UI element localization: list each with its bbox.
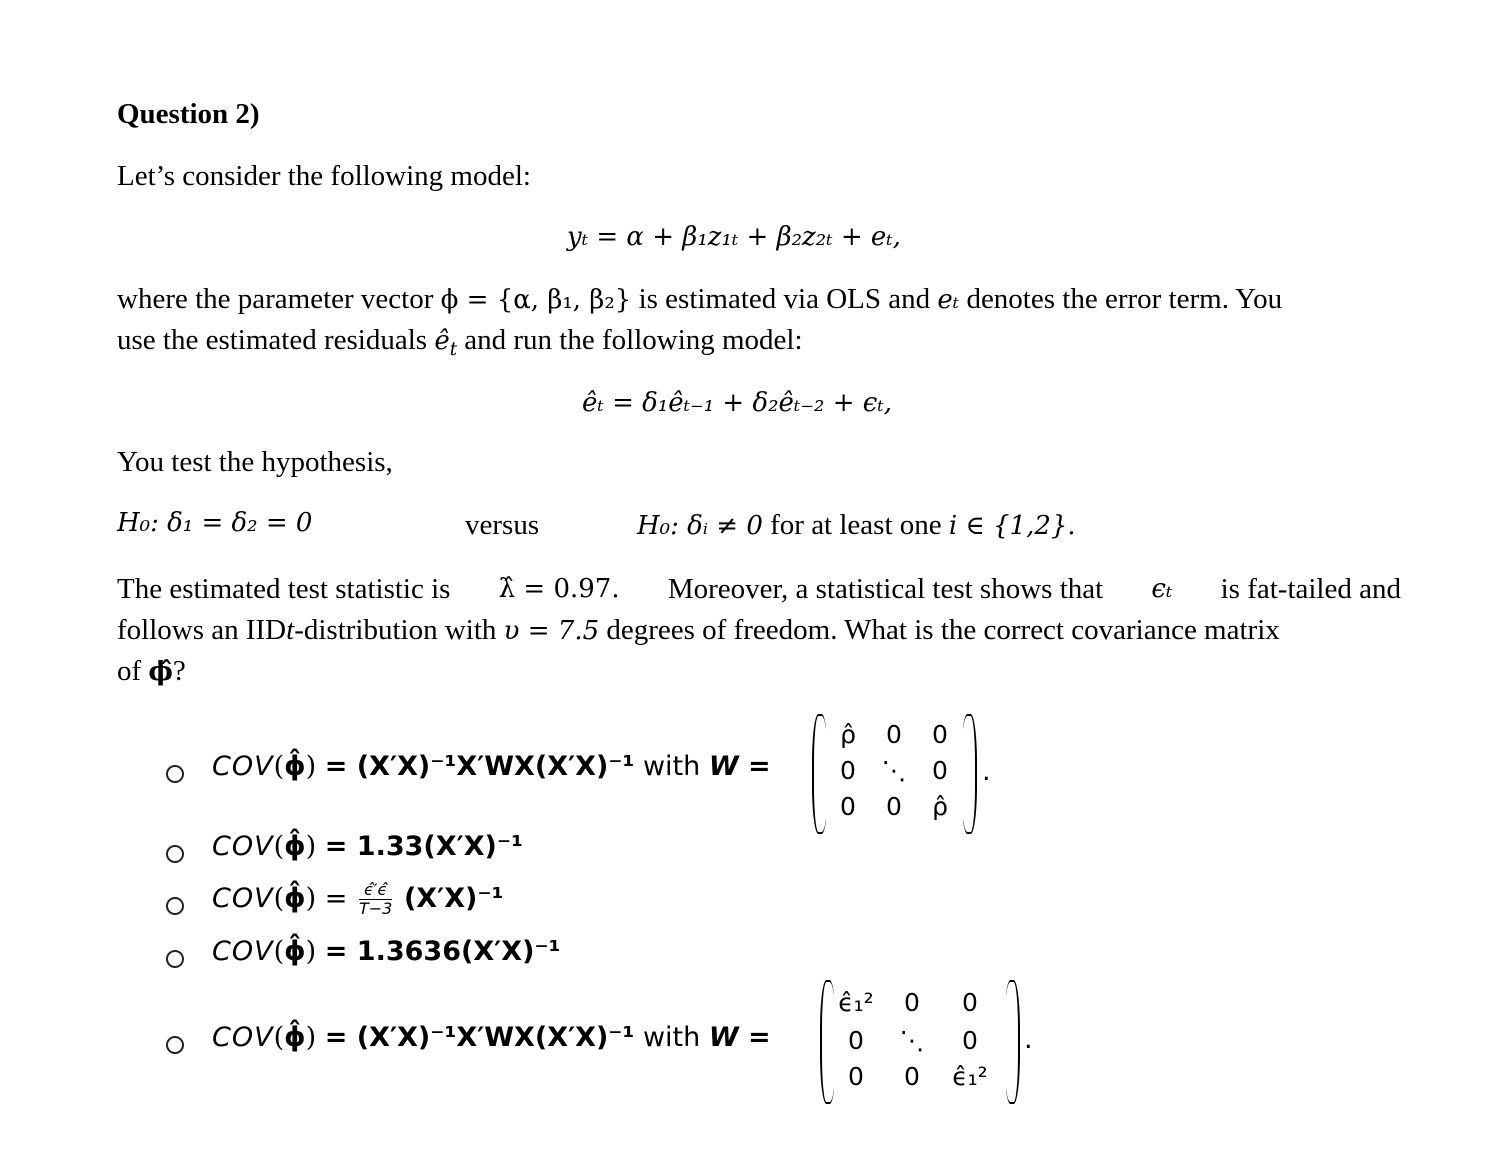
matrix-cell: ϵ̂₁² [838, 988, 874, 1017]
stat-line-3: of ϕ̂? [117, 655, 186, 687]
hypothesis-intro: You test the hypothesis, [117, 446, 393, 478]
option-3-radio[interactable] [166, 897, 184, 915]
stat-line-1: The estimated test statistic is λ̂ = 0.97. Moreover, a statistical test shows that ϵₜ is fat-tailed and [117, 573, 1401, 605]
matrix-cell: 0 [962, 1026, 978, 1055]
option-1-radio[interactable] [166, 765, 184, 783]
matrix-cell: 0 [932, 756, 948, 785]
matrix-cell: 0 [886, 720, 902, 749]
matrix-cell: ⋱ [881, 756, 907, 785]
matrix-cell: 0 [904, 1062, 920, 1091]
para1-mid: is estimated via OLS and [638, 283, 931, 315]
question-title: Question 2) [117, 98, 260, 130]
alternative-hypothesis: H₀: δᵢ ≠ 0 for at least one i ∈ {1,2}. [637, 509, 1076, 541]
para2-pre: use the estimated residuals [117, 324, 428, 356]
paragraph-2 [117, 322, 803, 359]
residual-symbol: $ê_t$ [434, 326, 458, 361]
option-5-radio[interactable] [166, 1036, 184, 1054]
matrix-cell: 0 [962, 988, 978, 1017]
para2-post: and run the following model: [464, 324, 803, 356]
null-hypothesis: H₀: δ₁ = δ₂ = 0 [117, 508, 313, 538]
intro-text: Let’s consider the following model: [117, 160, 531, 192]
matrix-cell: 0 [886, 792, 902, 821]
matrix-cell: 0 [932, 720, 948, 749]
error-term-symbol: eₜ [937, 285, 960, 315]
option-1-matrix [812, 714, 977, 832]
parameter-vector: ϕ = {α, β₁, β₂} [440, 285, 632, 315]
option-1-formula: COV(ϕ̂) = (X′X)⁻¹X′WX(X′X)⁻¹ with W = [212, 751, 771, 782]
para1-pre: where the parameter vector [117, 283, 434, 315]
matrix-cell: 0 [848, 1062, 864, 1091]
option-3-fraction: $\frac{\epsilon̂'\epsilon̂}{T-3}$ [359, 880, 393, 918]
option-4-radio[interactable] [166, 950, 184, 968]
option-1-period: . [982, 756, 991, 787]
matrix-cell: ρ̂ [932, 792, 948, 821]
matrix-cell: 0 [840, 792, 856, 821]
matrix-cell: ⋱ [899, 1026, 925, 1055]
option-5-formula: COV(ϕ̂) = (X′X)⁻¹X′WX(X′X)⁻¹ with W = [212, 1022, 771, 1053]
option-5-period: . [1024, 1024, 1033, 1055]
option-5-matrix [820, 980, 1020, 1102]
para1-post: denotes the error term. You [966, 283, 1283, 315]
model-equation: yₜ = α + β₁z₁ₜ + β₂z₂ₜ + eₜ, [567, 222, 901, 252]
matrix-cell: 0 [840, 756, 856, 785]
matrix-cell: ϵ̂₁² [952, 1062, 988, 1091]
matrix-cell: 0 [848, 1026, 864, 1055]
versus-label: versus [465, 509, 540, 541]
matrix-cell: 0 [904, 988, 920, 1017]
option-4-formula: COV(ϕ̂) = 1.3636(X′X)⁻¹ [212, 936, 561, 967]
matrix-cell: ρ̂ [840, 720, 856, 749]
paragraph-1 [117, 281, 1282, 318]
option-2-formula: COV(ϕ̂) = 1.33(X′X)⁻¹ [212, 831, 523, 862]
option-2-radio[interactable] [166, 845, 184, 863]
option-3-formula: COV(ϕ̂) = $\frac{\epsilon̂'\epsilon̂}{T-3}$ (X′X)⁻¹ [212, 880, 504, 918]
stat-line-2: follows an IIDt-distribution with υ = 7.5 degrees of freedom. What is the correct covariance matrix [117, 614, 1280, 646]
residual-equation: êₜ = δ₁êₜ₋₁ + δ₂êₜ₋₂ + ϵₜ, [582, 388, 893, 418]
